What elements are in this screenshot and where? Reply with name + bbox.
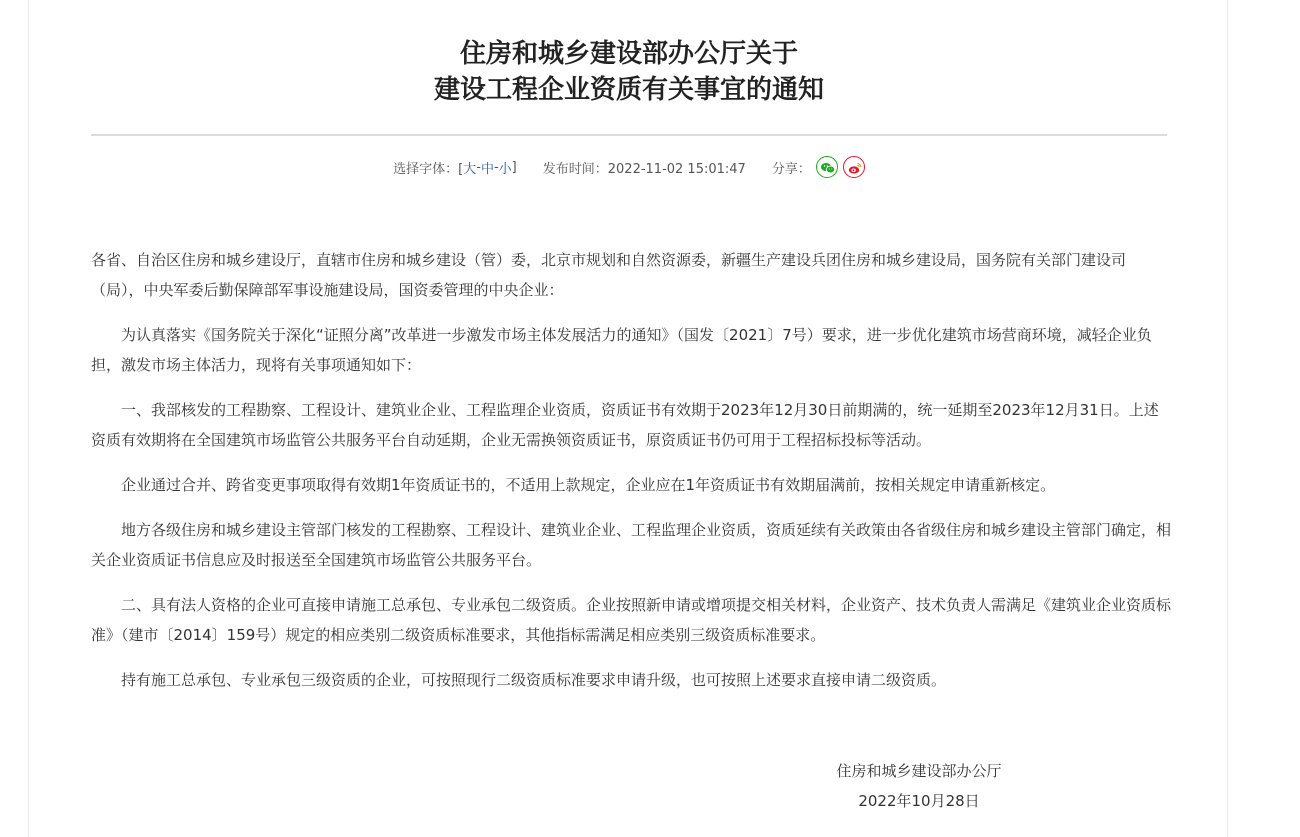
- article-body: [91, 245, 1171, 710]
- title-divider: [91, 134, 1167, 136]
- font-size-label: 选择字体：[: [393, 161, 464, 177]
- signature-block: [819, 756, 1019, 816]
- signature-org: 住房和城乡建设部办公厅: [836, 762, 1002, 780]
- font-size-separator: -: [476, 159, 481, 175]
- page-title: [91, 36, 1167, 108]
- body-paragraph: 持有施工总承包、专业承包三级资质的企业，可按照现行二级资质标准要求申请升级，也可按照上述要求直接申请二级资质。: [121, 671, 947, 689]
- article-meta-bar: [91, 154, 1167, 180]
- body-paragraph: 一、我部核发的工程勘察、工程设计、建筑业企业、工程监理企业资质，资质证书有效期于2023年12月30日前期满的，统一延期至2023年12月31日。上述资质有效期将在全国建筑市场监管公共服务平台自动延期，企业无需换领资质证书，原资质证书仍可用于工程招标投标等活动。: [91, 401, 1159, 449]
- share-wechat-button[interactable]: [816, 156, 838, 178]
- body-paragraph: 二、具有法人资格的企业可直接申请施工总承包、专业承包二级资质。企业按照新申请或增项提交相关材料，企业资产、技术负责人需满足《建筑业企业资质标准》（建市〔2014〕159号）规定的相应类别二级资质标准要求，其他指标需满足相应类别三级资质标准要求。: [91, 596, 1172, 644]
- body-paragraph: 地方各级住房和城乡建设主管部门核发的工程勘察、工程设计、建筑业企业、工程监理企业资质，资质延续有关政策由各省级住房和城乡建设主管部门确定，相关企业资质证书信息应及时报送至全国建筑市场监管公共服务平台。: [91, 521, 1172, 569]
- salutation-paragraph: 各省、自治区住房和城乡建设厅，直辖市住房和城乡建设（管）委，北京市规划和自然资源委，新疆生产建设兵团住房和城乡建设局，国务院有关部门建设司（局），中央军委后勤保障部军事设施建设局，国资委管理的中央企业：: [91, 251, 1127, 299]
- share-weibo-button[interactable]: [843, 156, 865, 178]
- body-paragraph: 企业通过合并、跨省变更事项取得有效期1年资质证书的，不适用上款规定，企业应在1年资质证书有效期届满前，按相关规定申请重新核定。: [121, 476, 1056, 494]
- title-line-1: 住房和城乡建设部办公厅关于: [459, 39, 798, 69]
- body-paragraph: 为认真落实《国务院关于深化“证照分离”改革进一步激发市场主体发展活力的通知》（国发〔2021〕7号）要求，进一步优化建筑市场营商环境，减轻企业负担，激发市场主体活力，现将有关事项通知如下：: [91, 326, 1152, 374]
- publish-time: 发布时间：2022-11-02 15:01:47: [542, 161, 746, 177]
- title-line-2: 建设工程企业资质有关事宜的通知: [433, 75, 824, 105]
- article-page: [28, 0, 1228, 837]
- wechat-icon: [817, 157, 839, 179]
- font-size-medium-link[interactable]: 中: [480, 161, 494, 177]
- font-size-large-link[interactable]: 大: [463, 161, 477, 177]
- share-label: 分享：: [771, 161, 811, 177]
- signature-date: 2022年10月28日: [858, 792, 980, 810]
- weibo-icon: [844, 157, 866, 179]
- font-size-small-link[interactable]: 小: [498, 161, 512, 177]
- font-size-close-bracket: ]: [511, 159, 517, 175]
- font-size-separator: -: [493, 159, 499, 175]
